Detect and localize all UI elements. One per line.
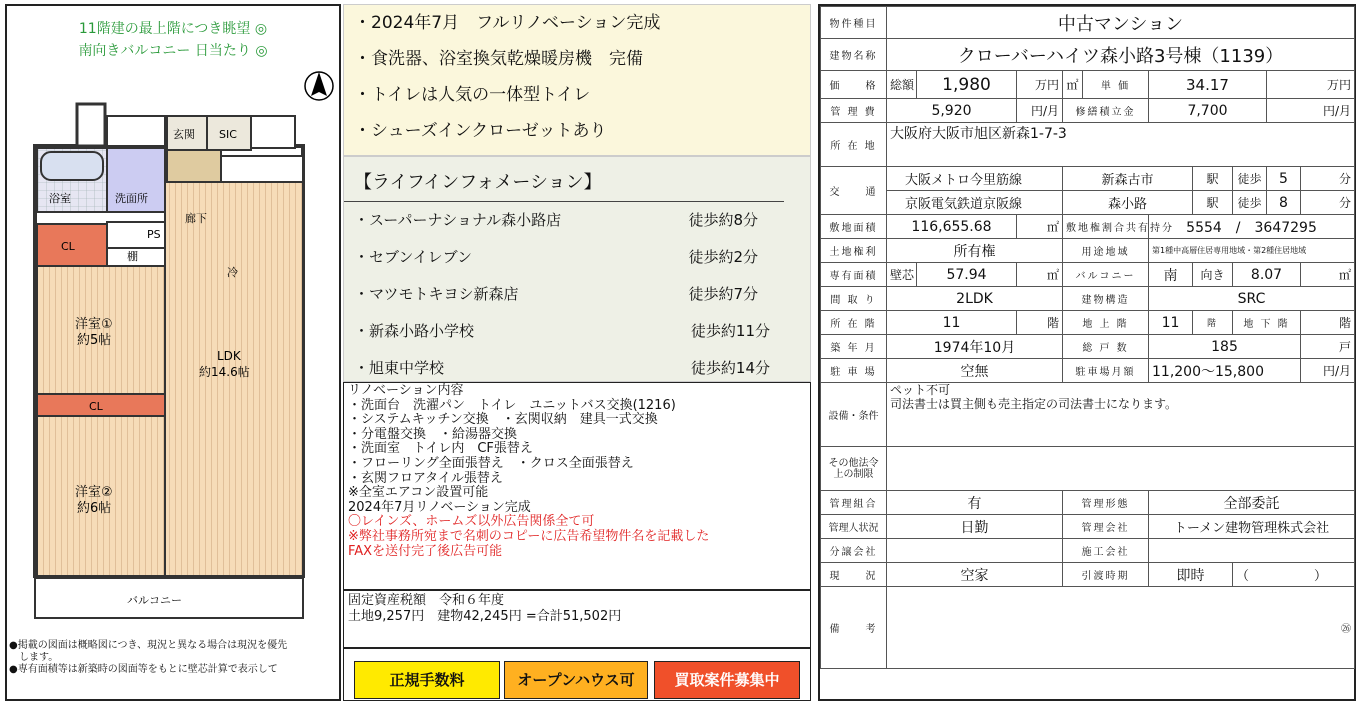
life-item: ・マツモトキヨシ新森店 徒歩約7分 bbox=[354, 285, 758, 303]
area-value: 57.94 bbox=[917, 263, 1017, 287]
feature-item: ・トイレは人気の一体型トイレ bbox=[354, 85, 591, 105]
life-item: ・スーパーナショナル森小路店 徒歩約8分 bbox=[354, 211, 758, 229]
label-genkyo: 現 況 bbox=[821, 563, 887, 587]
station1-toho: 徒歩 bbox=[1233, 167, 1267, 191]
property-type: 中古マンション bbox=[887, 7, 1355, 39]
label-land-right: 土地権利 bbox=[821, 239, 887, 263]
room-label-rouka: 廊下 bbox=[185, 212, 207, 225]
site-area-unit: ㎡ bbox=[1017, 215, 1063, 239]
units-unit: 戸 bbox=[1301, 335, 1355, 359]
parking-fee-unit: 円/月 bbox=[1301, 359, 1355, 383]
label-built: 築 年 月 bbox=[821, 335, 887, 359]
line2-name: 京阪電気鉄道京阪線 bbox=[887, 191, 1063, 215]
built-value: 1974年10月 bbox=[887, 335, 1063, 359]
label-parking-fee: 駐車場月額 bbox=[1063, 359, 1149, 383]
station2-fun: 分 bbox=[1301, 191, 1355, 215]
label-shuzen: 修繕積立金 bbox=[1063, 99, 1149, 123]
label-equip: 設備・条件 bbox=[821, 383, 887, 447]
assoc-value: 有 bbox=[887, 491, 1063, 515]
label-area: 専有面積 bbox=[821, 263, 887, 287]
renovation-line: ・洗面室 トイレ内 CF張替え bbox=[348, 441, 533, 457]
form-value: 全部委託 bbox=[1149, 491, 1355, 515]
compass-icon bbox=[305, 72, 333, 100]
label-seller: 分譲会社 bbox=[821, 539, 887, 563]
label-company: 管理会社 bbox=[1063, 515, 1149, 539]
label-builder: 施工会社 bbox=[1063, 539, 1149, 563]
units-value: 185 bbox=[1149, 335, 1301, 359]
label-units: 総 戸 数 bbox=[1063, 335, 1149, 359]
status-value: 日勤 bbox=[887, 515, 1063, 539]
area-type: 壁芯 bbox=[887, 263, 917, 287]
feature-item: ・食洗器、浴室換気乾燥暖房機 完備 bbox=[354, 49, 643, 69]
room-label-genkan: 玄関 bbox=[173, 128, 195, 141]
floorplan-panel bbox=[5, 4, 341, 701]
price-unit: 万円 bbox=[1017, 71, 1063, 99]
label-unit-price: 単 価 bbox=[1083, 71, 1149, 99]
ad-note: FAXを送付完了後広告可能 bbox=[348, 543, 503, 559]
room-label-yoku: 浴室 bbox=[49, 192, 71, 205]
station1-eki: 駅 bbox=[1193, 167, 1233, 191]
floorplan-notes bbox=[9, 640, 339, 676]
room-label-ps: PS bbox=[147, 228, 161, 241]
area-unit: ㎡ bbox=[1017, 263, 1063, 287]
land-right-value: 所有権 bbox=[887, 239, 1063, 263]
label-status: 管理人状況 bbox=[821, 515, 887, 539]
handover-paren: （ ） bbox=[1233, 563, 1355, 587]
balcony-area: 8.07 bbox=[1233, 263, 1301, 287]
room-label-cl1: CL bbox=[61, 240, 75, 253]
room-label-youshitsu1-size: 約5帖 bbox=[77, 333, 112, 348]
line1-name: 大阪メトロ今里筋線 bbox=[887, 167, 1063, 191]
label-above: 地 上 階 bbox=[1063, 311, 1149, 335]
room-label-tana: 棚 bbox=[127, 250, 138, 263]
label-price: 価 格 bbox=[821, 71, 887, 99]
share-value: 5554 / 3647295 bbox=[1149, 215, 1355, 239]
equip-line-1: ペット不可 bbox=[890, 383, 951, 397]
law-value bbox=[887, 447, 1355, 491]
structure-value: SRC bbox=[1149, 287, 1355, 311]
renovation-line: ・洗面台 洗濯パン トイレ ユニットバス交換(1216) bbox=[348, 397, 676, 413]
equip-line-2: 司法書士は買主側も売主指定の司法書士になります。 bbox=[890, 397, 1178, 411]
above-unit: 階 bbox=[1193, 311, 1233, 335]
unit-price-unit: 万円 bbox=[1267, 71, 1355, 99]
label-kanri: 管 理 費 bbox=[821, 99, 887, 123]
badge-row bbox=[343, 648, 811, 701]
feature-list bbox=[343, 4, 811, 156]
shuzen-unit: 円/月 bbox=[1267, 99, 1355, 123]
label-traffic: 交 通 bbox=[821, 167, 887, 215]
openhouse-badge: オープンハウス可 bbox=[504, 661, 648, 699]
feature-item: ・シューズインクローゼットあり bbox=[354, 121, 607, 141]
tax-year: 固定資産税額 令和６年度 bbox=[348, 593, 505, 608]
room-label-youshitsu1: 洋室① bbox=[75, 317, 113, 332]
room-label-ldk-size: 約14.6帖 bbox=[199, 365, 250, 379]
property-name: クローバーハイツ森小路3号棟（1139） bbox=[887, 39, 1355, 71]
station2-min: 8 bbox=[1267, 191, 1301, 215]
life-info bbox=[343, 156, 811, 382]
renovation-line: ※全室エアコン設置可能 bbox=[348, 485, 489, 501]
renovation-details bbox=[343, 382, 811, 590]
label-type: 物件種目 bbox=[821, 7, 887, 39]
company-value: トーメン建物管理株式会社 bbox=[1149, 515, 1355, 539]
headline-balcony: 南向きバルコニー 日当たり ◎ bbox=[78, 43, 268, 59]
fee-badge: 正規手数料 bbox=[354, 661, 500, 699]
madori-value: 2LDK bbox=[887, 287, 1063, 311]
station2-eki: 駅 bbox=[1193, 191, 1233, 215]
room-label-sic: SIC bbox=[219, 128, 237, 141]
remarks-value: ㉖ bbox=[887, 587, 1355, 669]
room-label-senmen: 洗面所 bbox=[115, 192, 148, 205]
parking-value: 空無 bbox=[887, 359, 1063, 383]
label-zoning: 用途地域 bbox=[1063, 239, 1149, 263]
label-site-area: 敷地面積 bbox=[821, 215, 887, 239]
note-line-2: します。 bbox=[9, 652, 59, 663]
zoning-value: 第1種中高層住居専用地域・第2種住居地域 bbox=[1149, 239, 1355, 263]
station1-min: 5 bbox=[1267, 167, 1301, 191]
label-parking: 駐 車 場 bbox=[821, 359, 887, 383]
label-madori: 間 取 り bbox=[821, 287, 887, 311]
handover-value: 即時 bbox=[1149, 563, 1233, 587]
room-label-rei: 冷 bbox=[227, 266, 238, 279]
label-structure: 建物構造 bbox=[1063, 287, 1149, 311]
equip-value bbox=[887, 383, 1355, 447]
middle-panel bbox=[343, 4, 811, 701]
ad-note: ※弊社事務所宛まで名刺のコピーに広告希望物件名を記載した bbox=[348, 528, 710, 544]
life-item: ・旭東中学校 徒歩約14分 bbox=[354, 359, 770, 377]
label-remarks: 備 考 bbox=[821, 587, 887, 669]
above-value: 11 bbox=[1149, 311, 1193, 335]
renovation-line: ・分電盤交換 ・給湯器交換 bbox=[348, 426, 518, 442]
label-handover: 引渡時期 bbox=[1063, 563, 1149, 587]
note-line-3: ●専有面積等は新築時の図面等をもとに壁芯計算で表示して bbox=[9, 664, 278, 675]
room-label-youshitsu2: 洋室② bbox=[75, 485, 113, 500]
balcony-unit: ㎡ bbox=[1301, 263, 1355, 287]
property-spec-table bbox=[818, 4, 1356, 701]
renovation-line: ・玄関フロアタイル張替え bbox=[348, 470, 503, 486]
balcony-direction: 南 bbox=[1149, 263, 1193, 287]
renovation-line: 2024年7月リノベーション完成 bbox=[348, 499, 531, 515]
station1: 新森古市 bbox=[1063, 167, 1193, 191]
unit-price-value: 34.17 bbox=[1149, 71, 1267, 99]
renovation-line: ・システムキッチン交換 ・玄関収納 建具一式交換 bbox=[348, 412, 658, 428]
price-m2: ㎡ bbox=[1063, 71, 1083, 99]
tax-amount: 土地9,257円 建物42,245円 =合計51,502円 bbox=[348, 609, 622, 624]
property-tax bbox=[343, 590, 811, 648]
station1-fun: 分 bbox=[1301, 167, 1355, 191]
balcony-muki: 向き bbox=[1193, 263, 1233, 287]
feature-item: ・2024年7月 フルリノベーション完成 bbox=[354, 13, 661, 33]
renovation-title: リノベーション内容 bbox=[348, 383, 464, 398]
label-form: 管理形態 bbox=[1063, 491, 1149, 515]
life-item: ・セブンイレブン 徒歩約2分 bbox=[354, 248, 758, 266]
life-item: ・新森小路小学校 徒歩約11分 bbox=[354, 322, 770, 340]
headline-view: 11階建の最上階につき眺望 ◎ bbox=[78, 21, 268, 37]
ad-note: 〇レインズ、ホームズ以外広告関係全て可 bbox=[348, 514, 595, 530]
price-value: 1,980 bbox=[917, 71, 1017, 99]
life-info-header: 【ライフインフォメーション】 bbox=[344, 165, 784, 202]
room-label-cl2: CL bbox=[89, 400, 103, 413]
room-label-ldk: LDK bbox=[217, 349, 241, 363]
floor-unit: 階 bbox=[1017, 311, 1063, 335]
label-balcony: バルコニー bbox=[1063, 263, 1149, 287]
parking-fee-value: 11,200～15,800 bbox=[1149, 359, 1301, 383]
station2: 森小路 bbox=[1063, 191, 1193, 215]
floor-value: 11 bbox=[887, 311, 1017, 335]
label-name: 建物名称 bbox=[821, 39, 887, 71]
buy-badge: 買取案件募集中 bbox=[654, 661, 800, 699]
label-below: 地 下 階 bbox=[1233, 311, 1301, 335]
label-share: 敷地権割合共有持分 bbox=[1063, 215, 1149, 239]
site-area-value: 116,655.68 bbox=[887, 215, 1017, 239]
floor-plan bbox=[7, 62, 339, 642]
price-total-label: 総額 bbox=[887, 71, 917, 99]
label-address: 所 在 地 bbox=[821, 123, 887, 167]
renovation-line: ・フローリング全面張替え ・クロス全面張替え bbox=[348, 455, 634, 471]
room-label-youshitsu2-size: 約6帖 bbox=[77, 501, 112, 516]
label-floor: 所 在 階 bbox=[821, 311, 887, 335]
kanri-value: 5,920 bbox=[887, 99, 1017, 123]
builder-value bbox=[1149, 539, 1355, 563]
label-law: その他法令上の制限 bbox=[821, 447, 887, 491]
genkyo-value: 空家 bbox=[887, 563, 1063, 587]
kanri-unit: 円/月 bbox=[1017, 99, 1063, 123]
room-label-balcony: バルコニー bbox=[127, 594, 182, 607]
seller-value bbox=[887, 539, 1063, 563]
station2-toho: 徒歩 bbox=[1233, 191, 1267, 215]
label-assoc: 管理組合 bbox=[821, 491, 887, 515]
note-line-1: ●掲載の図面は概略図につき、現況と異なる場合は現況を優先 bbox=[9, 640, 288, 651]
shuzen-value: 7,700 bbox=[1149, 99, 1267, 123]
below-unit: 階 bbox=[1301, 311, 1355, 335]
address-value: 大阪府大阪市旭区新森1-7-3 bbox=[887, 123, 1355, 167]
